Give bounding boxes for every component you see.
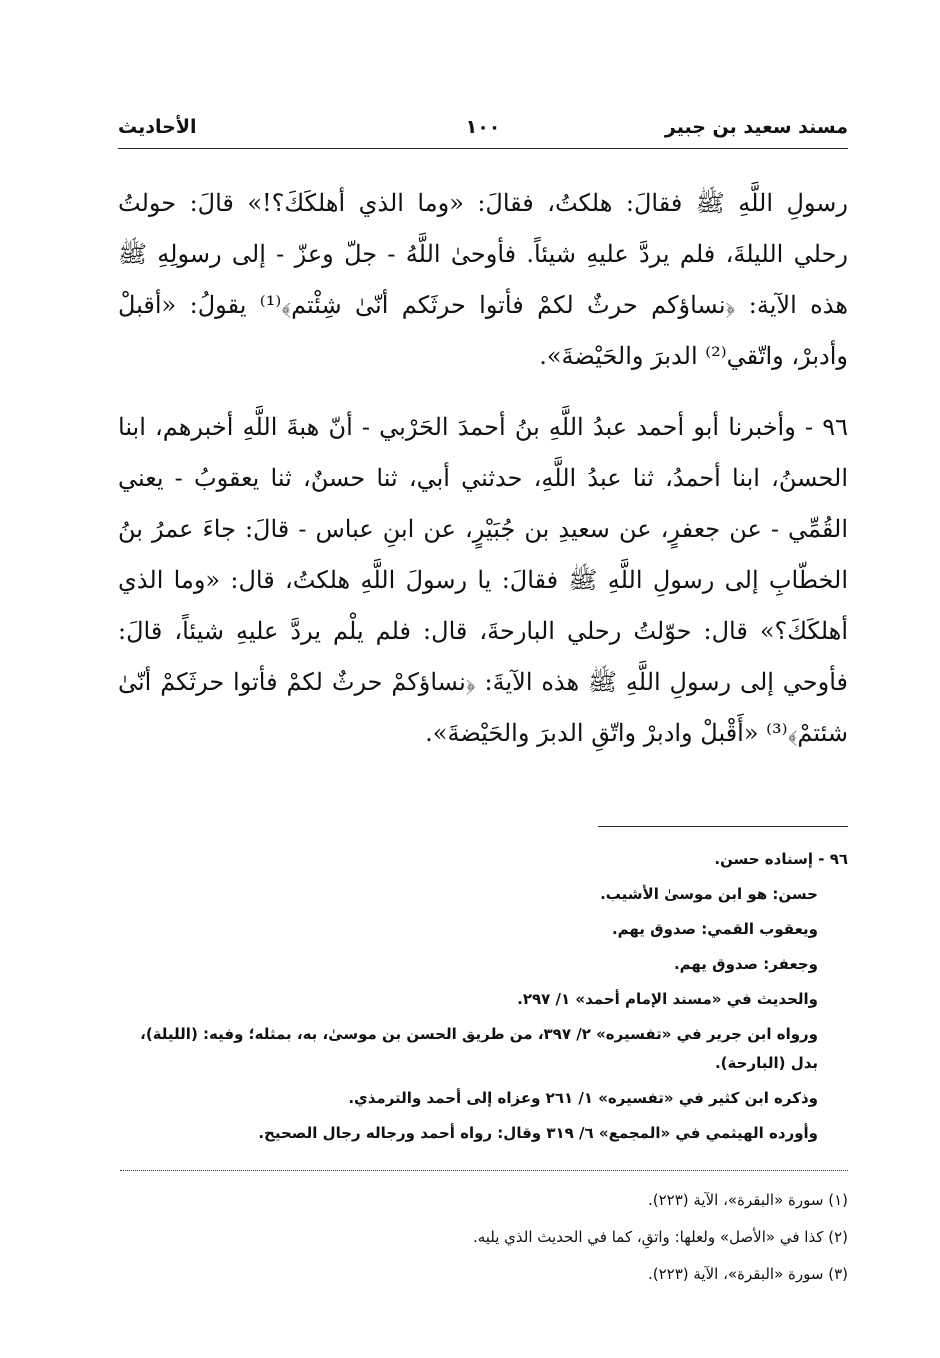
main-text (118, 178, 848, 759)
footnote-2: (٢) كذا في «الأصل» ولعلها: واتقِ، كما في الحديث الذي يليه. (472, 1228, 848, 1246)
hadith-paragraph-continued: رسولِ اللَّهِ ﷺ فقالَ: هلكتُ، فقالَ: «وما الذي أهلكَكَ؟!» قالَ: حولتُ رحلي الليلةَ، فلم يردَّ عليهِ شيئاً. فأوحىٰ اللَّهُ - جلّ وعزّ - إلى رسولِهِ ﷺ هذه الآية: ﴿نساؤكم حرثٌ لكمْ فأتوا حرثَكم أنّىٰ شِئْتم﴾⁽¹⁾ يقولُ: «أقبلْ وأدبرْ، واتّقي⁽²⁾ الدبرَ والحَيْضةَ». (118, 189, 848, 370)
section-title: الأحاديث (118, 116, 197, 138)
commentary-notes (108, 842, 848, 1151)
book-title: مسند سعيد بن جبير (664, 116, 848, 138)
footnotes (108, 1182, 848, 1293)
footnote-1: (١) سورة «البقرة»، الآية (٢٢٣). (647, 1191, 848, 1209)
hadith-paragraph-96: ٩٦ - وأخبرنا أبو أحمد عبدُ اللَّهِ بنُ أحمدَ الحَرْبي - أنّ هبةَ اللَّهِ أخبرهم، ابنا الحسنُ، ابنا أحمدُ، ثنا عبدُ اللَّهِ، حدثني أبي، ثنا حسنٌ، ثنا يعقوبُ - يعني القُمِّي - عن جعفرٍ، عن سعيدِ بن جُبَيْرٍ، عن ابنِ عباس - قالَ: جاءَ عمرُ بنُ الخطّابِ إلى رسولِ اللَّهِ ﷺ فقالَ: يا رسولَ اللَّهِ هلكتُ، قال: «وما الذي أهلكَكَ؟» قال: حوّلتُ رحلي البارحةَ، قال: فلم يلْم يردَّ عليهِ شيئاً، قالَ: فأوحي إلى رسولِ اللَّهِ ﷺ هذه الآيةَ: ﴿نساؤكمْ حرثٌ لكمْ فأتوا حرثَكمْ أنّىٰ شئتمْ﴾⁽³⁾ «أَقْبلْ وادبرْ واتّقِ الدبرَ والحَيْضةَ». (118, 413, 848, 747)
page-header (118, 112, 848, 149)
note-line: حسن: هو ابن موسىٰ الأشيب. (600, 885, 818, 903)
note-heading: ٩٦ - إسناده حسن. (714, 850, 848, 868)
note-line: وجعفر: صدوق يهم. (673, 955, 818, 973)
footnotes-divider (120, 1170, 848, 1171)
note-line: والحديث في «مسند الإمام أحمد» ١/ ٢٩٧. (517, 990, 818, 1008)
note-line: وذكره ابن كثير في «تفسيره» ١/ ٢٦١ وعزاه إلى أحمد والترمذي. (348, 1089, 818, 1107)
notes-divider (598, 826, 848, 827)
footnote-3: (٣) سورة «البقرة»، الآية (٢٢٣). (647, 1265, 848, 1283)
page-number: ١٠٠ (465, 116, 501, 138)
note-line: وأورده الهيثمي في «المجمع» ٦/ ٣١٩ وقال: رواه أحمد ورجاله رجال الصحيح. (258, 1124, 818, 1142)
note-line: ويعقوب القمي: صدوق يهم. (611, 920, 818, 938)
note-line: ورواه ابن جرير في «تفسيره» ٢/ ٣٩٧، من طريق الحسن بن موسىٰ، به، بمثله؛ وفيه: (الليلة)، بدل (البارحة). (140, 1025, 818, 1072)
